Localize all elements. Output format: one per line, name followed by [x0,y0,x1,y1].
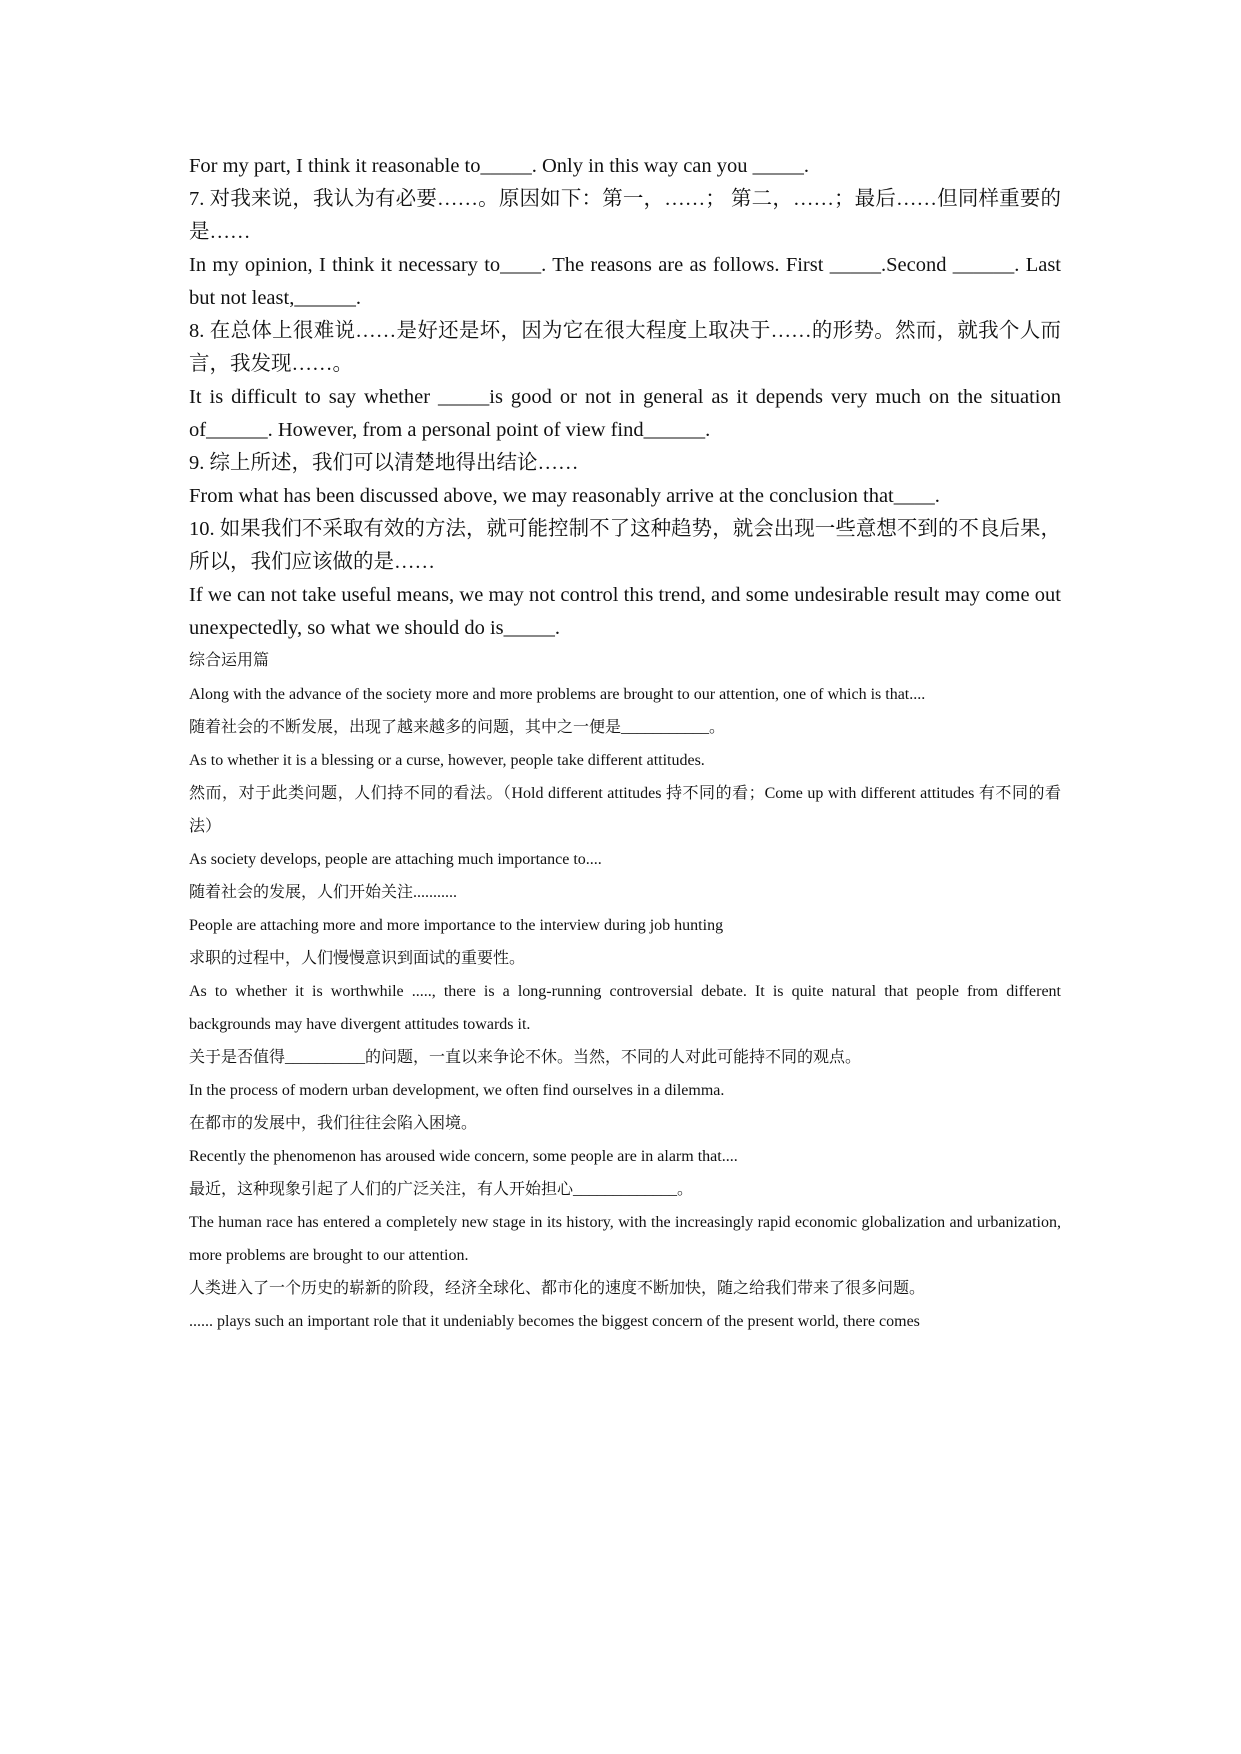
phrase-chinese: 7. 对我来说，我认为有必要……。原因如下：第一，……； 第二，……；最后……但同样重要的是…… [189,188,1061,243]
phrase-chinese: 8. 在总体上很难说……是好还是坏，因为它在很大程度上取决于……的形势。然而，就我个人而言，我发现……。 [189,320,1061,375]
line-chinese: 随着社会的发展，人们开始关注........... [189,883,458,901]
line-chinese: 随着社会的不断发展，出现了越来越多的问题，其中之一便是___________。 [189,718,726,736]
document-page [189,150,1061,1338]
line-english: People are attaching more and more importance to the interview during job hunting [189,916,724,934]
phrase-english: From what has been discussed above, we may reasonably arrive at the conclusion that____. [189,485,940,507]
section-heading: 综合运用篇 [189,652,270,669]
line-english: In the process of modern urban development, we often find ourselves in a dilemma. [189,1081,725,1099]
line-chinese: 在都市的发展中，我们往往会陷入困境。 [189,1114,478,1132]
line-english: As society develops, people are attaching much importance to.... [189,850,602,868]
line-english: Along with the advance of the society more and more problems are brought to our attention, one of which is that.... [189,685,926,703]
phrase-english: If we can not take useful means, we may not control this trend, and some undesirable result may come out unexpectedly, so what we should do is_____. [189,584,1061,639]
line-chinese: 人类进入了一个历史的崭新的阶段，经济全球化、都市化的速度不断加快，随之给我们带来了很多问题。 [189,1279,926,1297]
line-chinese: 最近，这种现象引起了人们的广泛关注，有人开始担心_____________。 [189,1180,694,1198]
line-english: Recently the phenomenon has aroused wide concern, some people are in alarm that.... [189,1147,738,1165]
phrase-english: For my part, I think it reasonable to_____. Only in this way can you _____. [189,155,810,177]
phrase-chinese: 9. 综上所述，我们可以清楚地得出结论…… [189,452,579,474]
line-chinese: 然而，对于此类问题，人们持不同的看法。（Hold different attitudes 持不同的看；Come up with different attitudes 有不同的看法） [189,784,1061,835]
line-chinese: 关于是否值得__________的问题，一直以来争论不休。当然，不同的人对此可能持不同的观点。 [189,1048,862,1066]
phrase-chinese: 10. 如果我们不采取有效的方法，就可能控制不了这种趋势，就会出现一些意想不到的不良后果，所以，我们应该做的是…… [189,518,1061,573]
phrase-english: In my opinion, I think it necessary to____. The reasons are as follows. First _____.Second ______. Last but not least,______. [189,254,1061,309]
line-english: As to whether it is a blessing or a curse, however, people take different attitudes. [189,751,705,769]
phrase-english: It is difficult to say whether _____is good or not in general as it depends very much on the situation of______. However, from a personal point of view find______. [189,386,1061,441]
line-english: As to whether it is worthwhile ....., there is a long-running controversial debate. It is quite natural that people from different backgrounds may have divergent attitudes towards it. [189,982,1061,1033]
line-chinese: 求职的过程中，人们慢慢意识到面试的重要性。 [189,949,526,967]
line-english: ...... plays such an important role that it undeniably becomes the biggest concern of the present world, there comes [189,1312,920,1330]
line-english: The human race has entered a completely new stage in its history, with the increasingly rapid economic globalization and urbanization, more problems are brought to our attention. [189,1213,1061,1264]
